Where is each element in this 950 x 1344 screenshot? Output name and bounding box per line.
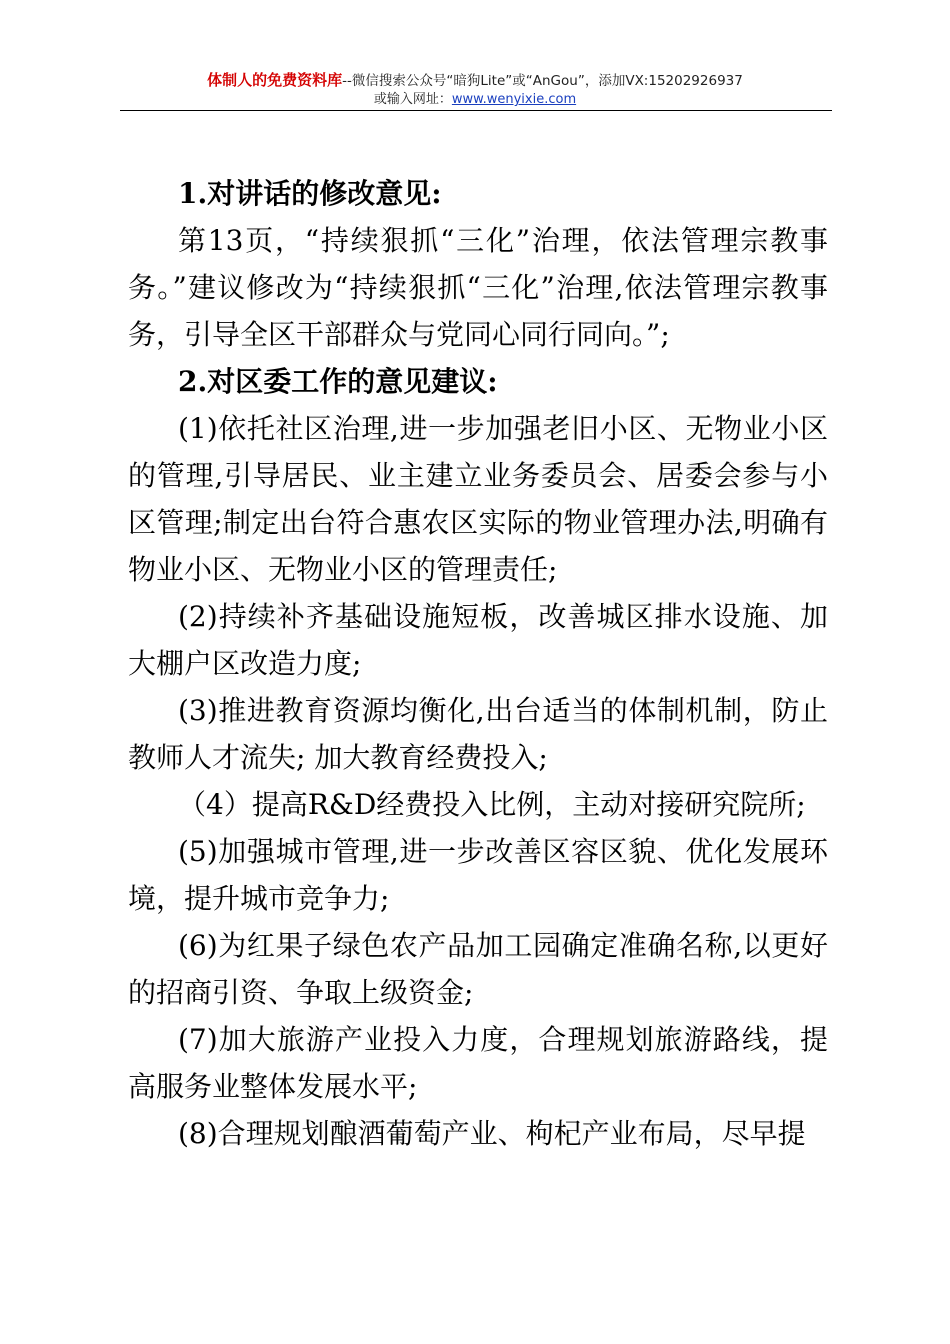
header-divider xyxy=(120,110,832,111)
suggestion-item-3: (3)推进教育资源均衡化,出台适当的体制机制，防止教师人才流失; 加大教育经费投入; xyxy=(128,694,828,774)
header-contact: --微信搜索公众号“暗狗Lite”或“AnGou”，添加VX:15202926937 xyxy=(342,73,743,89)
header-url-prefix: 或输入网址： xyxy=(373,92,452,107)
header-line-2 xyxy=(0,91,950,109)
paragraph-speech-revision: 第13页，“持续狠抓“三化”治理，依法管理宗教事务。”建议修改为“持续狠抓“三化”治理,依法管理宗教事务，引导全区干部群众与党同心同行同向。”; xyxy=(128,224,828,351)
document-body xyxy=(128,170,828,1157)
suggestion-item-1: (1)依托社区治理,进一步加强老旧小区、无物业小区的管理,引导居民、业主建立业务委员会、居委会参与小区管理;制定出台符合惠农区实际的物业管理办法,明确有物业小区、无物业小区的管理责任; xyxy=(128,412,828,586)
page-header xyxy=(0,70,950,109)
suggestion-item-2: (2)持续补齐基础设施短板，改善城区排水设施、加大棚户区改造力度; xyxy=(128,600,828,680)
suggestion-item-8: (8)合理规划酿酒葡萄产业、枸杞产业布局，尽早提 xyxy=(178,1117,806,1150)
suggestion-item-6: (6)为红果子绿色农产品加工园确定准确名称,以更好的招商引资、争取上级资金; xyxy=(128,929,828,1009)
suggestion-item-5: (5)加强城市管理,进一步改善区容区貌、优化发展环境，提升城市竞争力; xyxy=(128,835,828,915)
header-brand: 体制人的免费资料库 xyxy=(207,71,343,89)
header-line-1 xyxy=(0,70,950,91)
header-url-link[interactable]: www.wenyixie.com xyxy=(451,92,577,107)
suggestion-item-4: （4）提高R&D经费投入比例，主动对接研究院所; xyxy=(178,788,806,821)
heading-speech-revision: 1.对讲话的修改意见: xyxy=(178,177,442,210)
heading-committee-suggestions: 2.对区委工作的意见建议: xyxy=(178,365,498,398)
suggestion-item-7: (7)加大旅游产业投入力度，合理规划旅游路线，提高服务业整体发展水平; xyxy=(128,1023,828,1103)
